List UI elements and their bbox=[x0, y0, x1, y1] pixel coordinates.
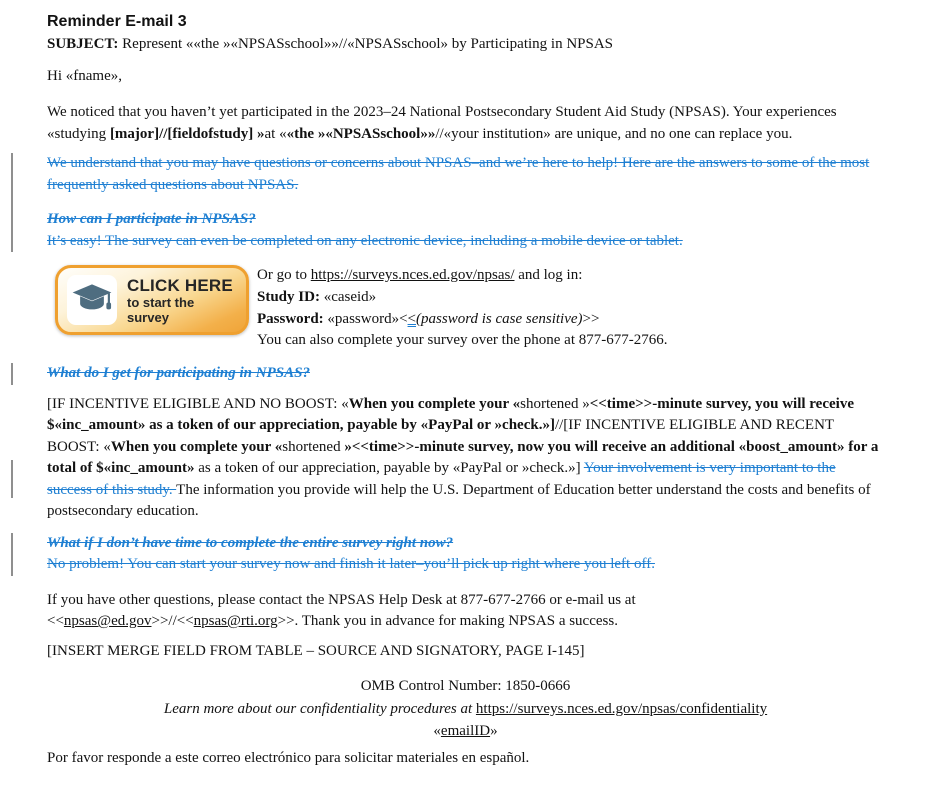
text-run: shortened » bbox=[520, 395, 590, 412]
text-run: <<time>>-minute survey, you will receive $«inc_amount» as a token of our appreciation, payable by «PayPal or »check.»] bbox=[47, 395, 854, 434]
emailid-link[interactable]: emailID bbox=[440, 723, 491, 740]
study-id-line bbox=[257, 287, 667, 309]
deleted-text-run: Your involvement is very important to the success of this study. bbox=[47, 460, 836, 498]
deleted-intro-paragraph bbox=[47, 153, 884, 196]
deleted-text-run: What if I don’t have time to complete the entire survey right now? bbox=[47, 534, 454, 551]
notice-paragraph bbox=[47, 102, 884, 145]
text-run: «the »«NPSASschool»» bbox=[286, 125, 436, 142]
text-run: Hi «fname», bbox=[47, 67, 122, 84]
text-run: >> bbox=[582, 310, 600, 327]
login-section bbox=[55, 265, 884, 352]
graduation-cap-icon bbox=[67, 275, 117, 325]
text-run: shortened bbox=[282, 438, 345, 455]
text-run: The information you provide will help the U.S. Department of Education better understand the costs and benefits of postsecondary education. bbox=[47, 481, 871, 520]
contact-paragraph bbox=[47, 590, 884, 633]
text-run: Password: bbox=[257, 310, 328, 327]
spanish-note bbox=[47, 748, 884, 770]
text-run: Learn more about our confidentiality procedures at bbox=[163, 700, 476, 717]
deleted-faq-intro-group bbox=[47, 153, 884, 252]
text-run: We noticed that you haven’t yet participated in the 2023–24 National Postsecondary Student Aid Study (NPSAS). Your experiences «studying bbox=[47, 104, 837, 142]
text-run: You can also complete your survey over the phone at 877-677-2766. bbox=[257, 332, 668, 349]
text-run: OMB Control Number: 1850-0666 bbox=[360, 678, 571, 695]
text-run: Por favor responde a este correo electrónico para solicitar materiales en español. bbox=[47, 749, 530, 766]
text-run: [IF INCENTIVE ELIGIBLE AND NO BOOST: « bbox=[47, 395, 349, 412]
greeting bbox=[47, 66, 884, 88]
deleted-text-run: We understand that you may have questions or concerns about NPSAS–and we’re here to help! Here are the answers to some of the most frequently asked questions about NPSAS. bbox=[47, 155, 870, 193]
text-run: [INSERT MERGE FIELD FROM TABLE – SOURCE AND SIGNATORY, PAGE I-145] bbox=[47, 642, 585, 659]
confidentiality-url-link[interactable]: https://surveys.nces.ed.gov/npsas/confidentiality bbox=[475, 700, 768, 717]
text-run: and log in: bbox=[514, 267, 583, 283]
change-bar bbox=[11, 153, 13, 252]
text-run: «password»< bbox=[327, 310, 408, 327]
omb-number bbox=[47, 675, 884, 698]
text-run: < bbox=[407, 310, 417, 327]
login-url-line bbox=[257, 265, 667, 287]
text-run: When you complete your « bbox=[348, 395, 521, 412]
deleted-text-run: What do I get for participating in NPSAS? bbox=[47, 365, 310, 382]
subject-line bbox=[47, 34, 884, 56]
deleted-faq2 bbox=[47, 363, 884, 385]
rti-org-email-link[interactable]: npsas@rti.org bbox=[193, 613, 278, 630]
text-run: ) bbox=[577, 310, 583, 327]
text-run: » bbox=[490, 723, 498, 740]
text-run: Or go to bbox=[257, 267, 311, 283]
text-run: Represent ««the »«NPSASschool»»//«NPSASschool» by Participating in NPSAS bbox=[122, 36, 614, 52]
text-run: password is case sensitive bbox=[421, 310, 578, 327]
text-run: as a token of our appreciation, payable by «PayPal or »check.»] bbox=[194, 460, 584, 477]
text-run: //«your institution» are unique, and no one can replace you. bbox=[435, 125, 793, 142]
text-run: ( bbox=[416, 310, 422, 327]
page-title: Reminder E-mail 3 bbox=[47, 13, 187, 30]
text-run: >>. Thank you in advance for making NPSAS a success. bbox=[277, 613, 618, 630]
confidentiality-line bbox=[47, 698, 884, 721]
deleted-faq3 bbox=[47, 533, 884, 576]
button-headline: CLICK HERE bbox=[127, 275, 233, 295]
text-run: >>//<< bbox=[151, 613, 194, 630]
button-subline-2: survey bbox=[127, 309, 169, 325]
text-run: //[IF INCENTIVE ELIGIBLE AND RECENT BOOST: « bbox=[47, 417, 834, 455]
text-run: »<<time>>-minute survey, now you will receive an additional «boost_amount» for a total of $«inc_amount» bbox=[47, 438, 879, 477]
change-bar bbox=[11, 363, 13, 385]
deleted-text-run: It’s easy! The survey can even be completed on any electronic device, including a mobile device or tablet. bbox=[47, 232, 683, 249]
text-run: Study ID: bbox=[257, 288, 324, 305]
button-text bbox=[127, 276, 233, 325]
footer-center bbox=[47, 675, 884, 743]
deleted-text-run: No problem! You can start your survey now and finish it later–you’ll pick up right where you left off. bbox=[47, 556, 655, 573]
text-run: «caseid» bbox=[323, 288, 377, 305]
password-line bbox=[257, 309, 667, 331]
ed-gov-email-link[interactable]: npsas@ed.gov bbox=[63, 613, 152, 630]
click-here-survey-button[interactable] bbox=[55, 265, 249, 335]
button-subline-1: to start the bbox=[127, 294, 195, 310]
text-run: When you complete your « bbox=[110, 438, 283, 455]
text-run: « bbox=[433, 723, 441, 740]
login-instructions bbox=[257, 265, 667, 352]
change-bar bbox=[11, 460, 13, 498]
text-run: If you have other questions, please contact the NPSAS Help Desk at 877-677-2766 or e-mail us at << bbox=[47, 591, 636, 630]
merge-field-note bbox=[47, 641, 884, 663]
survey-url-link[interactable]: https://surveys.nces.ed.gov/npsas/ bbox=[310, 267, 515, 283]
change-bar bbox=[11, 533, 13, 576]
deleted-faq3-group bbox=[47, 533, 884, 576]
deleted-text-run: How can I participate in NPSAS? bbox=[47, 211, 256, 227]
text-run: [major]//[fieldofstudy] » bbox=[109, 125, 265, 142]
incentive-paragraph bbox=[47, 394, 884, 523]
emailid-line bbox=[47, 720, 884, 743]
phone-line bbox=[257, 330, 667, 352]
text-run: at « bbox=[264, 125, 287, 142]
text-run: SUBJECT: bbox=[47, 36, 123, 52]
deleted-faq1 bbox=[47, 209, 884, 252]
